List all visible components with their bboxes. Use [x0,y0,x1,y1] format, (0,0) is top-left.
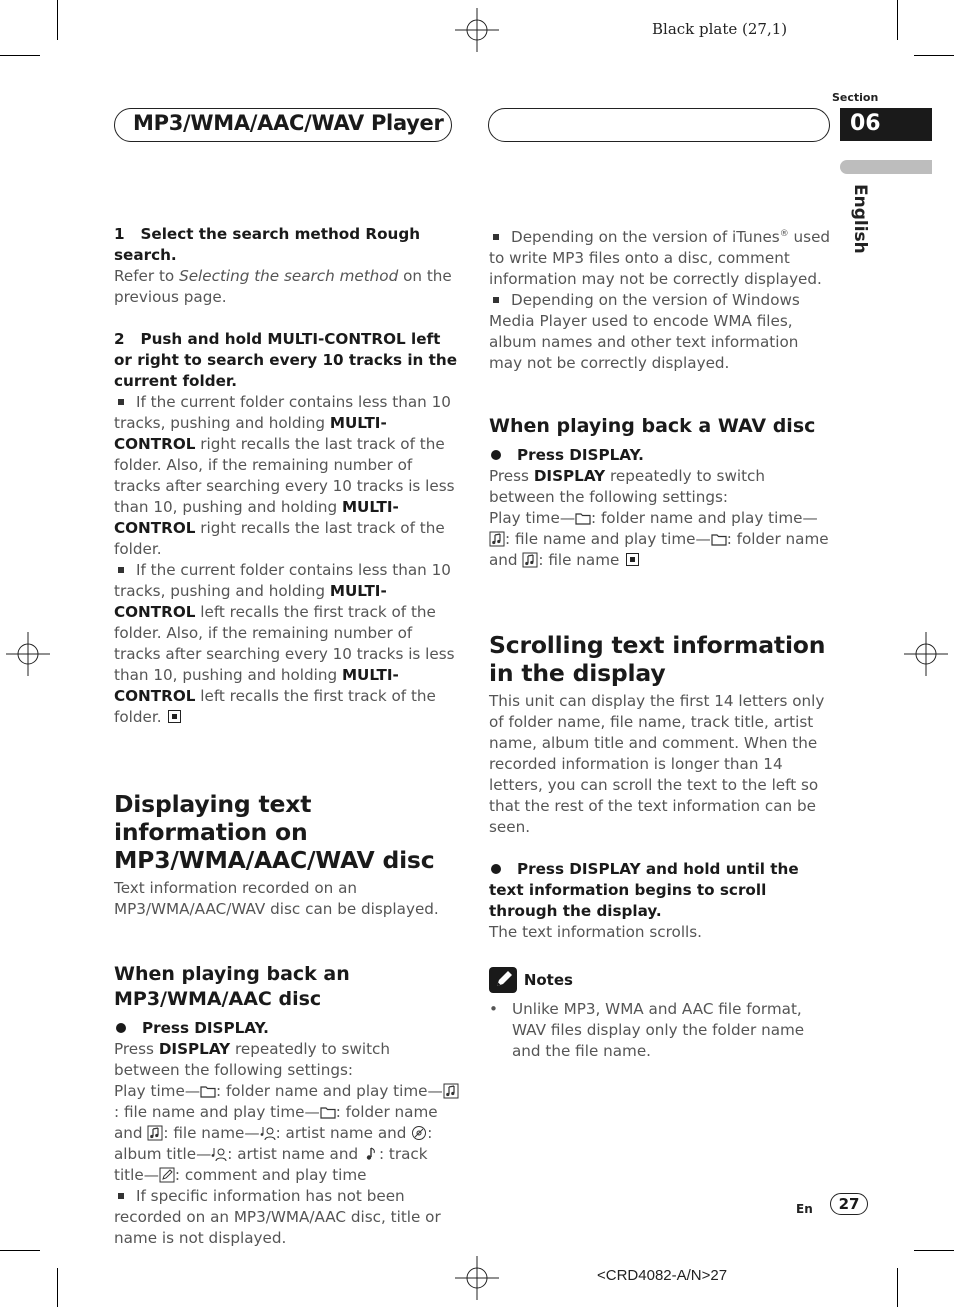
crop-mark [897,0,898,40]
language-label: English [850,184,870,254]
text: DISPLAY [533,467,606,486]
track-icon [363,1146,379,1162]
end-mark-icon [626,553,639,566]
text: Play time— [489,509,576,528]
text: : file name and play time— [114,1103,320,1121]
text: : folder name and play time— [591,509,818,528]
bullet-item [489,224,831,290]
end-mark-icon [168,710,181,723]
document-code: <CRD4082-A/N>27 [597,1267,728,1284]
bullet-item [489,290,831,374]
folder-icon [575,510,591,526]
text: left recalls the first track of the folder. Also, if the remaining number of tracks after searching every 10 tracks is less than 10, pushing and holding [114,603,455,684]
scroll-step [489,859,831,922]
notes-header [489,967,831,993]
square-bullet-icon [118,1193,124,1199]
music-note-icon [489,531,505,547]
music-note-icon [147,1125,163,1141]
text: : file name— [163,1124,260,1142]
text: Unlike MP3, WMA and AAC file format, WAV files display only the folder name and the file name. [512,1000,805,1061]
plate-label: Black plate (27,1) [652,20,788,38]
pencil-icon [489,967,517,993]
folder-icon [711,531,727,547]
text: : folder name and [114,1103,438,1142]
text: Depending on the version of iTunes [511,228,780,247]
square-bullet-icon [118,567,124,573]
text: : folder name and [489,530,829,570]
note-bullet: • [489,1000,498,1019]
text: MULTI-CONTROL [114,666,399,705]
text: right recalls the last track of the folder. [114,519,445,558]
press-display-step [489,445,831,466]
text: : track title— [114,1145,428,1184]
heading-scroll: Scrolling text information in the display [489,631,826,688]
text: Depending on the version of Windows Media Player used to encode WMA files, album names and other text information may not be correctly displayed. [489,291,800,373]
folder-icon [200,1083,216,1099]
artist-icon [260,1125,276,1141]
text: Press DISPLAY. [142,1019,269,1037]
crop-mark [0,55,40,56]
left-column [114,224,459,1249]
text: Press [489,467,534,486]
text: repeatedly to switch between the following settings: [489,467,766,507]
section-number: 06 [850,111,881,136]
text: : file name and play time— [505,530,711,549]
step-1-body [114,266,459,308]
text: right recalls the last track of the folder. Also, if the remaining number of tracks after searching every 10 tracks is less than 10, pushing and holding [114,435,455,516]
scroll-result: The text information scrolls. [489,923,703,942]
text: Refer to [114,267,180,285]
text: : file name [538,551,620,570]
crop-mark [57,1268,58,1307]
crop-mark [0,1250,40,1251]
text: : album title— [114,1124,433,1163]
text: used to write MP3 files onto a disc, comment information may not be correctly displayed. [489,228,831,289]
bullet-item [114,560,459,728]
bullet-item [114,392,459,560]
text: If specific information has not been recorded on an MP3/WMA/AAC disc, title or name is not displayed. [114,1187,441,1247]
folder-icon [320,1104,336,1120]
registration-mark-icon [904,632,948,676]
crop-mark [57,0,58,40]
text: DISPLAY [158,1040,231,1058]
step-number: 1 [114,225,125,243]
text: : artist name and [275,1124,412,1142]
heading-display: Displaying text information on MP3/WMA/AAC/WAV disc [114,790,435,874]
registered-mark: ® [779,229,789,239]
text: : comment and play time [174,1166,367,1184]
text: on the previous page. [114,267,452,306]
text: Press DISPLAY and hold until the text information begins to scroll through the display. [489,860,799,921]
step-title: Select the search method Rough search. [114,225,421,264]
press-display-body [489,466,831,508]
square-bullet-icon [493,297,499,303]
display-sequence [489,508,831,571]
page-title: MP3/WMA/AAC/WAV Player [133,111,444,135]
music-note-icon [522,552,538,568]
square-bullet-icon [118,399,124,405]
square-bullet-icon [493,234,499,240]
footer-language-code: En [796,1202,813,1216]
header-pill-empty [488,108,830,142]
step-title: Push and hold MULTI-CONTROL left or right to search every 10 tracks in the current folder. [114,330,458,390]
text: If the current folder contains less than 10 tracks, pushing and holding [114,393,451,432]
text: MULTI-CONTROL [114,498,399,537]
comment-icon [159,1167,175,1183]
heading-mp3: When playing back an MP3/WMA/AAC disc [114,963,350,1010]
page-number: 27 [830,1193,868,1215]
text: left recalls the first track of the folder. [114,687,436,726]
section-label: Section [832,91,879,104]
disc-icon [411,1125,427,1141]
note-item [489,999,831,1062]
text: Press [114,1040,159,1058]
cross-reference: Selecting the search method [179,267,399,285]
text: : artist name and [227,1145,363,1163]
heading-wav: When playing back a WAV disc [489,415,816,438]
text: repeatedly to switch between the following settings: [114,1040,391,1079]
press-display-step [114,1018,459,1039]
bullet-item [114,1186,459,1249]
step-1 [114,224,459,266]
round-bullet-icon [491,450,501,460]
display-sequence [114,1081,459,1186]
language-tab [840,160,932,174]
right-column [489,224,831,1062]
crop-mark [897,1268,898,1307]
step-2 [114,329,459,392]
round-bullet-icon [116,1023,126,1033]
music-note-icon [443,1083,459,1099]
notes-title: Notes [523,970,573,989]
text: MULTI-CONTROL [114,414,387,453]
text: : folder name and play time— [216,1082,443,1100]
crop-mark [914,55,954,56]
text: Play time— [114,1082,201,1100]
text: MULTI-CONTROL [114,582,387,621]
registration-mark-icon [455,1256,499,1300]
scroll-intro: This unit can display the first 14 letters only of folder name, file name, track title, artist name, album title and comment. When the recorded information is longer than 14 letters, you can scroll the text to the left so that the rest of the text information can be seen. [489,692,825,837]
crop-mark [914,1250,954,1251]
registration-mark-icon [455,8,499,52]
text: If the current folder contains less than 10 tracks, pushing and holding [114,561,451,600]
press-display-body [114,1039,459,1081]
round-bullet-icon [491,864,501,874]
registration-mark-icon [6,632,50,676]
artist-icon [211,1146,227,1162]
display-intro: Text information recorded on an MP3/WMA/AAC/WAV disc can be displayed. [114,879,439,918]
step-number: 2 [114,330,125,348]
text: Press DISPLAY. [517,446,644,465]
